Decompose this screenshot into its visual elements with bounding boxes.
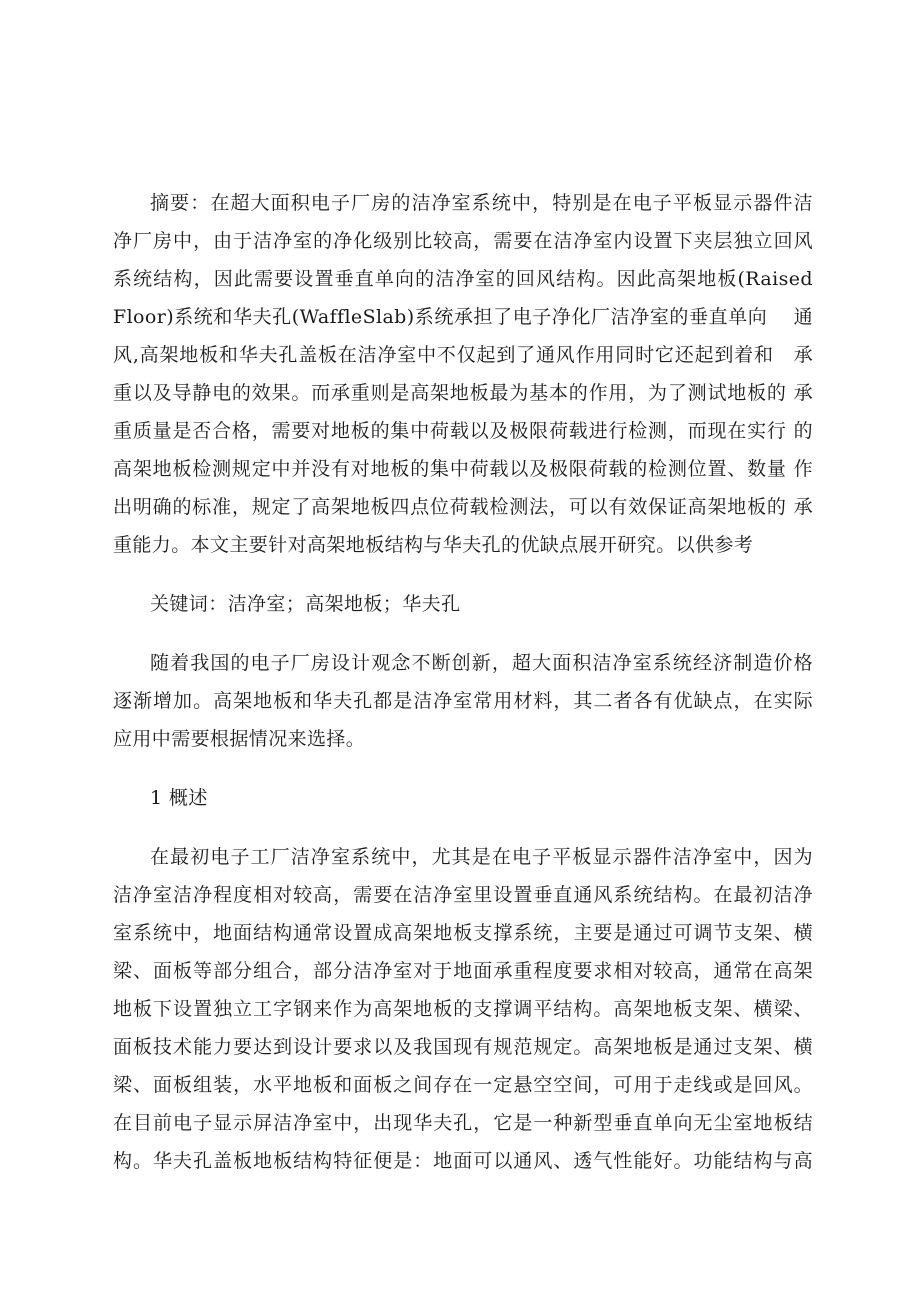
section1-line: 构。华夫孔盖板地板结构特征便是：地面可以通风、透气性能好。功能结构与高 (113, 1150, 813, 1172)
section1-line: 梁、面板组装，水平地板和面板之间存在一定悬空空间，可用于走线或是回风。 (113, 1074, 813, 1096)
section1-line: 面板技术能力要达到设计要求以及我国现有规范规定。高架地板是通过支架、横 (113, 1036, 813, 1058)
intro-line: 应用中需要根据情况来选择。 (113, 728, 366, 750)
abstract-line: 系统结构，因此需要设置垂直单向的洁净室的回风结构。因此高架地板(Raised (113, 268, 813, 290)
abstract-line: 重能力。本文主要针对高架地板结构与华夫孔的优缺点展开研究。以供参考 (113, 534, 754, 556)
abstract-line: 重质量是否合格，需要对地板的集中荷载以及极限荷载进行检测，而现在实行 的 (113, 420, 813, 442)
keywords-line: 关键词：洁净室；高架地板；华夫孔 (150, 593, 461, 615)
section1-line: 在最初电子工厂洁净室系统中，尤其是在电子平板显示器件洁净室中，因为 (150, 846, 813, 868)
abstract-line: 风,高架地板和华夫孔盖板在洁净室中不仅起到了通风作用同时它还起到着和 承 (113, 344, 813, 366)
section1-line: 地板下设置独立工字钢来作为高架地板的支撑调平结构。高架地板支架、横梁、 (113, 998, 813, 1020)
intro-line: 随着我国的电子厂房设计观念不断创新，超大面积洁净室系统经济制造价格 (150, 652, 813, 674)
section1-line: 在目前电子显示屏洁净室中，出现华夫孔，它是一种新型垂直单向无尘室地板结 (113, 1112, 813, 1134)
abstract-line: 重以及导静电的效果。而承重则是高架地板最为基本的作用，为了测试地板的 承 (113, 382, 813, 404)
section1-line: 洁净室洁净程度相对较高，需要在洁净室里设置垂直通风系统结构。在最初洁净 (113, 884, 813, 906)
intro-line: 逐渐增加。高架地板和华夫孔都是洁净室常用材料，其二者各有优缺点，在实际 (113, 690, 813, 712)
section1-line: 梁、面板等部分组合，部分洁净室对于地面承重程度要求相对较高，通常在高架 (113, 960, 813, 982)
abstract-line: 摘要：在超大面积电子厂房的洁净室系统中，特别是在电子平板显示器件洁 (150, 192, 813, 214)
abstract-line: Floor)系统和华夫孔(WaffleSlab)系统承担了电子净化厂洁净室的垂直单向 通 (113, 306, 813, 328)
abstract-line: 高架地板检测规定中并没有对地板的集中荷载以及极限荷载的检测位置、数量 作 (113, 458, 813, 480)
section1-line: 室系统中，地面结构通常设置成高架地板支撑系统，主要是通过可调节支架、横 (113, 922, 813, 944)
abstract-line: 出明确的标准，规定了高架地板四点位荷载检测法，可以有效保证高架地板的 承 (113, 496, 813, 518)
section-heading: 1 概述 (150, 787, 208, 809)
abstract-line: 净厂房中，由于洁净室的净化级别比较高，需要在洁净室内设置下夹层独立回风 (113, 230, 813, 252)
